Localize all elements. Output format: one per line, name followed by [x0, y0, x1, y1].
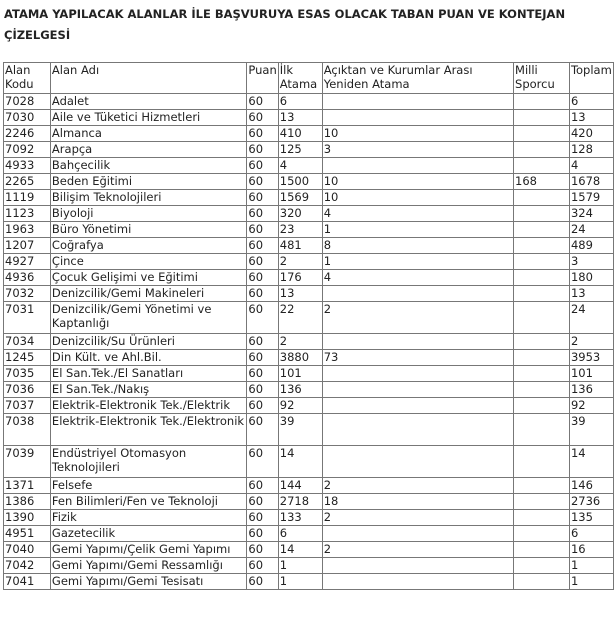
- yeniden-atama-cell: 2: [322, 478, 513, 494]
- alan-adi-cell: Gazetecilik: [50, 526, 246, 542]
- quota-table: [3, 62, 614, 590]
- header-alan-adi: Alan Adı: [50, 63, 246, 94]
- table-row: [4, 142, 614, 158]
- milli-sporcu-cell: [514, 190, 570, 206]
- alan-kodu-cell: 7092: [4, 142, 51, 158]
- milli-sporcu-cell: [514, 142, 570, 158]
- milli-sporcu-cell: [514, 510, 570, 526]
- alan-adi-cell: Denizcilik/Gemi Makineleri: [50, 286, 246, 302]
- header-milli-sporcu: Milli Sporcu: [514, 63, 570, 94]
- yeniden-atama-cell: [322, 366, 513, 382]
- yeniden-atama-cell: 8: [322, 238, 513, 254]
- alan-kodu-cell: 1207: [4, 238, 51, 254]
- table-row: [4, 398, 614, 414]
- puan-cell: 60: [247, 206, 278, 222]
- header-yeniden-atama: Açıktan ve Kurumlar Arası Yeniden Atama: [322, 63, 513, 94]
- toplam-cell: 4: [569, 158, 613, 174]
- yeniden-atama-cell: 1: [322, 222, 513, 238]
- alan-kodu-cell: 7041: [4, 574, 51, 590]
- toplam-cell: 180: [569, 270, 613, 286]
- puan-cell: 60: [247, 558, 278, 574]
- puan-cell: 60: [247, 446, 278, 478]
- table-row: [4, 558, 614, 574]
- ilk-atama-cell: 23: [278, 222, 322, 238]
- puan-cell: 60: [247, 254, 278, 270]
- alan-kodu-cell: 7036: [4, 382, 51, 398]
- yeniden-atama-cell: 4: [322, 270, 513, 286]
- ilk-atama-cell: 92: [278, 398, 322, 414]
- ilk-atama-cell: 1500: [278, 174, 322, 190]
- puan-cell: 60: [247, 510, 278, 526]
- alan-kodu-cell: 4927: [4, 254, 51, 270]
- alan-adi-cell: Arapça: [50, 142, 246, 158]
- header-alan-kodu: Alan Kodu: [4, 63, 51, 94]
- alan-adi-cell: Çocuk Gelişimi ve Eğitimi: [50, 270, 246, 286]
- milli-sporcu-cell: [514, 350, 570, 366]
- ilk-atama-cell: 3880: [278, 350, 322, 366]
- milli-sporcu-cell: [514, 382, 570, 398]
- milli-sporcu-cell: [514, 366, 570, 382]
- yeniden-atama-cell: 10: [322, 126, 513, 142]
- puan-cell: 60: [247, 478, 278, 494]
- yeniden-atama-cell: 10: [322, 174, 513, 190]
- toplam-cell: 3: [569, 254, 613, 270]
- ilk-atama-cell: 13: [278, 110, 322, 126]
- yeniden-atama-cell: [322, 574, 513, 590]
- alan-kodu-cell: 7035: [4, 366, 51, 382]
- toplam-cell: 13: [569, 110, 613, 126]
- table-row: [4, 302, 614, 334]
- yeniden-atama-cell: 2: [322, 302, 513, 334]
- alan-kodu-cell: 4951: [4, 526, 51, 542]
- toplam-cell: 1: [569, 574, 613, 590]
- header-puan: Puan: [247, 63, 278, 94]
- table-row: [4, 542, 614, 558]
- milli-sporcu-cell: [514, 478, 570, 494]
- yeniden-atama-cell: 3: [322, 142, 513, 158]
- alan-kodu-cell: 1386: [4, 494, 51, 510]
- alan-kodu-cell: 7040: [4, 542, 51, 558]
- alan-kodu-cell: 7034: [4, 334, 51, 350]
- toplam-cell: 489: [569, 238, 613, 254]
- alan-adi-cell: Büro Yönetimi: [50, 222, 246, 238]
- alan-kodu-cell: 7028: [4, 94, 51, 110]
- yeniden-atama-cell: 10: [322, 190, 513, 206]
- puan-cell: 60: [247, 238, 278, 254]
- milli-sporcu-cell: [514, 526, 570, 542]
- alan-kodu-cell: 7031: [4, 302, 51, 334]
- alan-kodu-cell: 7039: [4, 446, 51, 478]
- toplam-cell: 24: [569, 302, 613, 334]
- table-row: [4, 526, 614, 542]
- alan-kodu-cell: 1390: [4, 510, 51, 526]
- table-row: [4, 478, 614, 494]
- table-row: [4, 206, 614, 222]
- yeniden-atama-cell: 18: [322, 494, 513, 510]
- table-row: [4, 174, 614, 190]
- alan-kodu-cell: 1123: [4, 206, 51, 222]
- milli-sporcu-cell: [514, 110, 570, 126]
- milli-sporcu-cell: [514, 334, 570, 350]
- milli-sporcu-cell: [514, 542, 570, 558]
- alan-adi-cell: Denizcilik/Gemi Yönetimi ve Kaptanlığı: [50, 302, 246, 334]
- puan-cell: 60: [247, 334, 278, 350]
- table-row: [4, 574, 614, 590]
- milli-sporcu-cell: [514, 398, 570, 414]
- ilk-atama-cell: 320: [278, 206, 322, 222]
- toplam-cell: 6: [569, 526, 613, 542]
- milli-sporcu-cell: [514, 558, 570, 574]
- toplam-cell: 324: [569, 206, 613, 222]
- milli-sporcu-cell: [514, 286, 570, 302]
- puan-cell: 60: [247, 366, 278, 382]
- alan-kodu-cell: 1119: [4, 190, 51, 206]
- yeniden-atama-cell: 1: [322, 254, 513, 270]
- alan-adi-cell: Fen Bilimleri/Fen ve Teknoloji: [50, 494, 246, 510]
- toplam-cell: 3953: [569, 350, 613, 366]
- header-toplam: Toplam: [569, 63, 613, 94]
- puan-cell: 60: [247, 222, 278, 238]
- toplam-cell: 1: [569, 558, 613, 574]
- alan-kodu-cell: 1245: [4, 350, 51, 366]
- table-row: [4, 238, 614, 254]
- puan-cell: 60: [247, 542, 278, 558]
- puan-cell: 60: [247, 302, 278, 334]
- toplam-cell: 146: [569, 478, 613, 494]
- table-body: [4, 63, 614, 590]
- alan-adi-cell: El San.Tek./El Sanatları: [50, 366, 246, 382]
- ilk-atama-cell: 481: [278, 238, 322, 254]
- ilk-atama-cell: 22: [278, 302, 322, 334]
- ilk-atama-cell: 101: [278, 366, 322, 382]
- milli-sporcu-cell: [514, 254, 570, 270]
- alan-kodu-cell: 7037: [4, 398, 51, 414]
- yeniden-atama-cell: 2: [322, 542, 513, 558]
- alan-kodu-cell: 1963: [4, 222, 51, 238]
- milli-sporcu-cell: [514, 302, 570, 334]
- toplam-cell: 39: [569, 414, 613, 446]
- header-ilk-atama: İlk Atama: [278, 63, 322, 94]
- toplam-cell: 1579: [569, 190, 613, 206]
- table-row: [4, 158, 614, 174]
- toplam-cell: 6: [569, 94, 613, 110]
- alan-kodu-cell: 7038: [4, 414, 51, 446]
- alan-kodu-cell: 2265: [4, 174, 51, 190]
- alan-adi-cell: Aile ve Tüketici Hizmetleri: [50, 110, 246, 126]
- toplam-cell: 14: [569, 446, 613, 478]
- yeniden-atama-cell: [322, 158, 513, 174]
- ilk-atama-cell: 133: [278, 510, 322, 526]
- alan-kodu-cell: 7042: [4, 558, 51, 574]
- table-row: [4, 414, 614, 446]
- puan-cell: 60: [247, 110, 278, 126]
- page-title: ATAMA YAPILACAK ALANLAR İLE BAŞVURUYA ESAS OLACAK TABAN PUAN VE KONTEJAN ÇİZELGESİ: [4, 7, 566, 42]
- yeniden-atama-cell: [322, 526, 513, 542]
- milli-sporcu-cell: [514, 494, 570, 510]
- alan-adi-cell: Gemi Yapımı/Gemi Tesisatı: [50, 574, 246, 590]
- table-row: [4, 446, 614, 478]
- ilk-atama-cell: 2718: [278, 494, 322, 510]
- alan-adi-cell: Adalet: [50, 94, 246, 110]
- alan-adi-cell: Almanca: [50, 126, 246, 142]
- puan-cell: 60: [247, 126, 278, 142]
- toplam-cell: 1678: [569, 174, 613, 190]
- ilk-atama-cell: 2: [278, 334, 322, 350]
- ilk-atama-cell: 39: [278, 414, 322, 446]
- ilk-atama-cell: 1: [278, 558, 322, 574]
- milli-sporcu-cell: [514, 94, 570, 110]
- yeniden-atama-cell: [322, 398, 513, 414]
- toplam-cell: 13: [569, 286, 613, 302]
- ilk-atama-cell: 4: [278, 158, 322, 174]
- puan-cell: 60: [247, 350, 278, 366]
- table-row: [4, 510, 614, 526]
- toplam-cell: 136: [569, 382, 613, 398]
- toplam-cell: 128: [569, 142, 613, 158]
- milli-sporcu-cell: [514, 446, 570, 478]
- yeniden-atama-cell: 2: [322, 510, 513, 526]
- milli-sporcu-cell: [514, 414, 570, 446]
- table-row: [4, 126, 614, 142]
- milli-sporcu-cell: [514, 158, 570, 174]
- ilk-atama-cell: 6: [278, 526, 322, 542]
- ilk-atama-cell: 410: [278, 126, 322, 142]
- alan-kodu-cell: 2246: [4, 126, 51, 142]
- table-row: [4, 382, 614, 398]
- milli-sporcu-cell: 168: [514, 174, 570, 190]
- milli-sporcu-cell: [514, 222, 570, 238]
- yeniden-atama-cell: [322, 414, 513, 446]
- alan-kodu-cell: 4936: [4, 270, 51, 286]
- ilk-atama-cell: 14: [278, 542, 322, 558]
- ilk-atama-cell: 125: [278, 142, 322, 158]
- alan-kodu-cell: 7030: [4, 110, 51, 126]
- alan-adi-cell: Endüstriyel Otomasyon Teknolojileri: [50, 446, 246, 478]
- puan-cell: 60: [247, 526, 278, 542]
- table-row: [4, 94, 614, 110]
- alan-adi-cell: Fizik: [50, 510, 246, 526]
- alan-kodu-cell: 7032: [4, 286, 51, 302]
- alan-kodu-cell: 4933: [4, 158, 51, 174]
- milli-sporcu-cell: [514, 574, 570, 590]
- puan-cell: 60: [247, 382, 278, 398]
- toplam-cell: 24: [569, 222, 613, 238]
- alan-adi-cell: Coğrafya: [50, 238, 246, 254]
- table-row: [4, 350, 614, 366]
- alan-adi-cell: Çince: [50, 254, 246, 270]
- alan-adi-cell: Biyoloji: [50, 206, 246, 222]
- table-row: [4, 494, 614, 510]
- yeniden-atama-cell: 73: [322, 350, 513, 366]
- puan-cell: 60: [247, 270, 278, 286]
- ilk-atama-cell: 1: [278, 574, 322, 590]
- toplam-cell: 420: [569, 126, 613, 142]
- toplam-cell: 2736: [569, 494, 613, 510]
- yeniden-atama-cell: [322, 286, 513, 302]
- alan-adi-cell: Elektrik-Elektronik Tek./Elektronik: [50, 414, 246, 446]
- yeniden-atama-cell: [322, 382, 513, 398]
- table-row: [4, 222, 614, 238]
- milli-sporcu-cell: [514, 238, 570, 254]
- alan-adi-cell: Felsefe: [50, 478, 246, 494]
- milli-sporcu-cell: [514, 126, 570, 142]
- table-row: [4, 366, 614, 382]
- puan-cell: 60: [247, 94, 278, 110]
- table-row: [4, 110, 614, 126]
- yeniden-atama-cell: 4: [322, 206, 513, 222]
- yeniden-atama-cell: [322, 446, 513, 478]
- toplam-cell: 2: [569, 334, 613, 350]
- puan-cell: 60: [247, 414, 278, 446]
- table-header-row: [4, 63, 614, 94]
- puan-cell: 60: [247, 494, 278, 510]
- table-row: [4, 286, 614, 302]
- puan-cell: 60: [247, 574, 278, 590]
- yeniden-atama-cell: [322, 334, 513, 350]
- yeniden-atama-cell: [322, 94, 513, 110]
- alan-adi-cell: Bahçecilik: [50, 158, 246, 174]
- alan-adi-cell: Beden Eğitimi: [50, 174, 246, 190]
- puan-cell: 60: [247, 158, 278, 174]
- puan-cell: 60: [247, 286, 278, 302]
- yeniden-atama-cell: [322, 558, 513, 574]
- alan-kodu-cell: 1371: [4, 478, 51, 494]
- ilk-atama-cell: 14: [278, 446, 322, 478]
- alan-adi-cell: Gemi Yapımı/Gemi Ressamlığı: [50, 558, 246, 574]
- puan-cell: 60: [247, 190, 278, 206]
- toplam-cell: 92: [569, 398, 613, 414]
- ilk-atama-cell: 6: [278, 94, 322, 110]
- puan-cell: 60: [247, 142, 278, 158]
- table-row: [4, 334, 614, 350]
- alan-adi-cell: El San.Tek./Nakış: [50, 382, 246, 398]
- alan-adi-cell: Gemi Yapımı/Çelik Gemi Yapımı: [50, 542, 246, 558]
- alan-adi-cell: Denizcilik/Su Ürünleri: [50, 334, 246, 350]
- ilk-atama-cell: 144: [278, 478, 322, 494]
- puan-cell: 60: [247, 398, 278, 414]
- ilk-atama-cell: 136: [278, 382, 322, 398]
- table-row: [4, 254, 614, 270]
- puan-cell: 60: [247, 174, 278, 190]
- toplam-cell: 101: [569, 366, 613, 382]
- ilk-atama-cell: 13: [278, 286, 322, 302]
- ilk-atama-cell: 176: [278, 270, 322, 286]
- alan-adi-cell: Din Kült. ve Ahl.Bil.: [50, 350, 246, 366]
- milli-sporcu-cell: [514, 206, 570, 222]
- toplam-cell: 16: [569, 542, 613, 558]
- ilk-atama-cell: 2: [278, 254, 322, 270]
- table-row: [4, 190, 614, 206]
- milli-sporcu-cell: [514, 270, 570, 286]
- table-row: [4, 270, 614, 286]
- ilk-atama-cell: 1569: [278, 190, 322, 206]
- alan-adi-cell: Bilişim Teknolojileri: [50, 190, 246, 206]
- alan-adi-cell: Elektrik-Elektronik Tek./Elektrik: [50, 398, 246, 414]
- yeniden-atama-cell: [322, 110, 513, 126]
- toplam-cell: 135: [569, 510, 613, 526]
